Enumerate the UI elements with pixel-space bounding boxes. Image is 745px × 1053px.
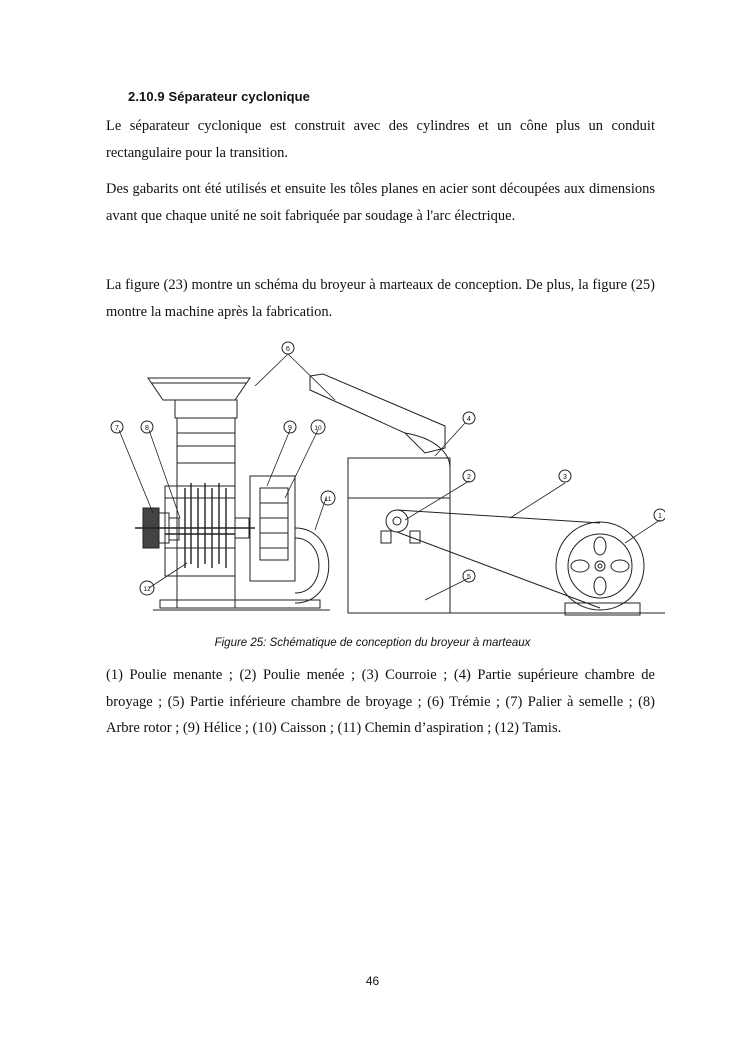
svg-text:4: 4 <box>467 416 471 423</box>
section-heading: 2.10.9 Séparateur cyclonique <box>128 89 310 104</box>
callout-1 <box>654 509 665 521</box>
figure-legend: (1) Poulie menante ; (2) Poulie menée ; (3) Courroie ; (4) Partie supérieure chambre de broyage ; (5) Partie inférieure chambre de broyage ; (6) Trémie ; (7) Palier à semelle ; (8) Arbre rotor ; (9) Hélice ; (10) Caisson ; (11) Chemin d’aspiration ; (12) Tamis. <box>106 667 655 736</box>
callout-8 <box>141 421 153 433</box>
svg-text:2: 2 <box>467 474 471 481</box>
svg-text:8: 8 <box>145 425 149 432</box>
callout-11 <box>321 491 335 505</box>
page-number: 46 <box>365 974 380 988</box>
callout-3 <box>559 470 571 482</box>
callout-7 <box>111 421 123 433</box>
svg-text:1: 1 <box>658 513 662 520</box>
svg-text:3: 3 <box>563 474 567 481</box>
callout-12 <box>140 581 154 595</box>
svg-text:9: 9 <box>288 425 292 432</box>
callout-6 <box>282 342 294 354</box>
hammer-mill-schematic <box>105 338 665 620</box>
callout-2 <box>463 470 475 482</box>
callout-9 <box>284 421 296 433</box>
callout-4 <box>463 412 475 424</box>
svg-text:7: 7 <box>115 425 119 432</box>
paragraph-cyclone: Le séparateur cyclonique est construit avec des cylindres et un cône plus un conduit rectangulaire pour la transition. <box>106 118 655 161</box>
leader-lines <box>119 354 660 600</box>
svg-text:11: 11 <box>324 496 332 503</box>
right-machine-drawing <box>310 374 665 615</box>
callout-label: 6 <box>286 346 290 353</box>
callout-5 <box>463 570 475 582</box>
svg-text:10: 10 <box>314 425 322 432</box>
svg-text:5: 5 <box>467 574 471 581</box>
paragraph-figure-reference: La figure (23) montre un schéma du broyeur à marteaux de conception. De plus, la figure (25) montre la machine après la fabrication. <box>106 277 655 320</box>
left-machine-drawing <box>135 378 330 610</box>
figure-caption: Figure 25: Schématique de conception du broyeur à marteaux <box>214 637 531 649</box>
svg-text:12: 12 <box>143 586 151 593</box>
callout-10 <box>311 420 325 434</box>
paragraph-gabarits: Des gabarits ont été utilisés et ensuite les tôles planes en acier sont découpées aux dimensions avant que chaque unité ne soit fabriquée par soudage à l'arc électrique. <box>106 181 655 224</box>
